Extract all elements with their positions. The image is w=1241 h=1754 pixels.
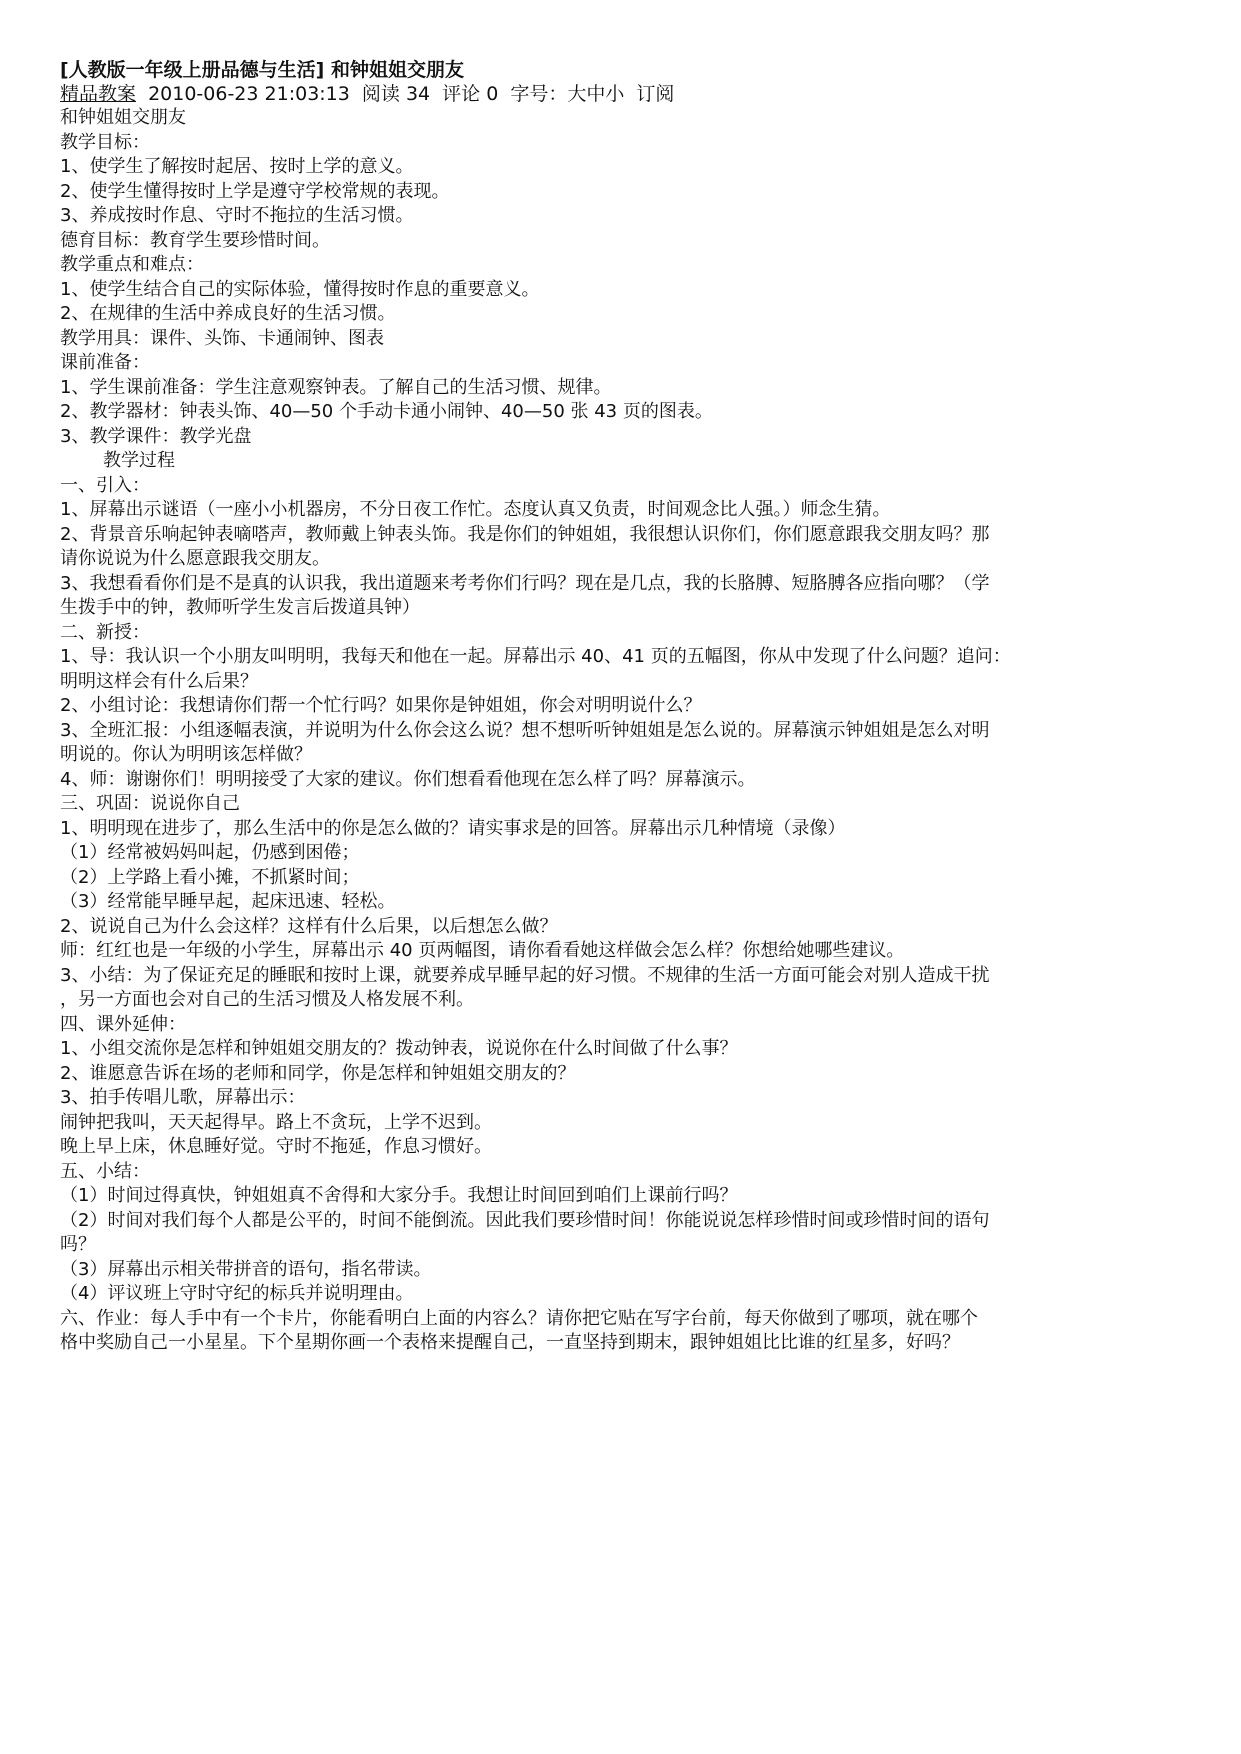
body-line: 4、师：谢谢你们！明明接受了大家的建议。你们想看看他现在怎么样了吗？屏幕演示。 — [60, 768, 756, 790]
body-line: 三、巩固：说说你自己 — [60, 793, 240, 814]
body-line: 明明这样会有什么后果？ — [60, 670, 258, 692]
body-line: 1、使学生结合自己的实际体验，懂得按时作息的重要意义。 — [60, 278, 540, 300]
body-line: 3、教学课件：教学光盘 — [60, 425, 252, 447]
category-link[interactable]: 精品教案 — [60, 83, 137, 105]
body-line: （2）时间对我们每个人都是公平的，时间不能倒流。因此我们要珍惜时间！你能说说怎样珍惜时间或珍惜时间的语句 — [60, 1209, 990, 1231]
comment-count[interactable]: 评论 0 — [442, 83, 499, 105]
body-line: 五、小结： — [60, 1160, 150, 1182]
body-line: （1）经常被妈妈叫起，仍感到困倦； — [60, 842, 360, 863]
body-line: （3）屏幕出示相关带拼音的语句，指名带读。 — [60, 1258, 432, 1280]
body-line: 一、引入： — [60, 474, 150, 496]
body-line: 教学过程 — [103, 450, 175, 471]
body-line: 2、谁愿意告诉在场的老师和同学，你是怎样和钟姐姐交朋友的？ — [60, 1062, 576, 1084]
body-line: 晚上早上床，休息睡好觉。守时不拖延，作息习惯好。 — [60, 1136, 492, 1157]
article-meta — [60, 82, 1185, 106]
body-line: 2、背景音乐响起钟表嘀嗒声，教师戴上钟表头饰。我是你们的钟姐姐，我很想认识你们，你们愿意跟我交朋友吗？那 — [60, 523, 990, 545]
body-line: 四、课外延伸： — [60, 1013, 186, 1035]
body-line: 3、全班汇报：小组逐幅表演，并说明为什么你会这么说？想不想听听钟姐姐是怎么说的。屏幕演示钟姐姐是怎么对明 — [60, 719, 990, 741]
body-line: 2、使学生懂得按时上学是遵守学校常规的表现。 — [60, 180, 450, 202]
body-line: 师：红红也是一年级的小学生，屏幕出示 40 页两幅图，请你看看她这样做会怎么样？你想给她哪些建议。 — [60, 940, 905, 961]
font-size-selector[interactable]: 字号：大中小 — [510, 83, 625, 105]
body-line: 3、养成按时作息、守时不拖拉的生活习惯。 — [60, 205, 414, 226]
body-line: （4）评议班上守时守纪的标兵并说明理由。 — [60, 1283, 414, 1304]
body-line: 课前准备： — [60, 352, 150, 373]
body-line: 格中奖励自己一小星星。下个星期你画一个表格来提醒自己，一直坚持到期末，跟钟姐姐比比谁的红星多，好吗？ — [60, 1332, 960, 1353]
body-line: 1、小组交流你是怎样和钟姐姐交朋友的？拨动钟表，说说你在什么时间做了什么事？ — [60, 1038, 738, 1059]
body-line: 2、在规律的生活中养成良好的生活习惯。 — [60, 303, 396, 324]
body-line: 闹钟把我叫，天天起得早。路上不贪玩，上学不迟到。 — [60, 1111, 492, 1133]
body-line: 教学用具：课件、头饰、卡通闹钟、图表 — [60, 327, 384, 349]
body-line: 教学目标： — [60, 131, 150, 153]
body-line: （2）上学路上看小摊，不抓紧时间； — [60, 866, 360, 888]
body-line: 2、小组讨论：我想请你们帮一个忙行吗？如果你是钟姐姐，你会对明明说什么？ — [60, 695, 702, 716]
body-line: 六、作业：每人手中有一个卡片，你能看明白上面的内容么？请你把它贴在写字台前，每天你做到了哪项，就在哪个 — [60, 1307, 978, 1329]
body-line: 1、屏幕出示谜语（一座小小机器房，不分日夜工作忙。态度认真又负责，时间观念比人强。）师念生猜。 — [60, 499, 891, 520]
body-line: 1、明明现在进步了，那么生活中的你是怎么做的？请实事求是的回答。屏幕出示几种情境（录像） — [60, 817, 846, 839]
body-line: 教学重点和难点： — [60, 254, 204, 275]
body-line: 二、新授： — [60, 621, 150, 643]
article-title: [人教版一年级上册品德与生活] 和钟姐姐交朋友 — [60, 59, 464, 81]
body-line: 3、我想看看你们是不是真的认识我，我出道题来考考你们行吗？现在是几点，我的长胳膊、短胳膊各应指向哪？（学 — [60, 572, 990, 594]
body-line: ，另一方面也会对自己的生活习惯及人格发展不利。 — [60, 989, 474, 1010]
body-line: 吗？ — [60, 1234, 96, 1255]
body-line: 生拨手中的钟，教师听学生发言后拨道具钟） — [60, 597, 420, 618]
body-line: 德育目标：教育学生要珍惜时间。 — [60, 229, 330, 251]
body-line: （3）经常能早睡早起，起床迅速、轻松。 — [60, 891, 396, 912]
body-line: 3、小结：为了保证充足的睡眠和按时上课，就要养成早睡早起的好习惯。不规律的生活一方面可能会对别人造成干扰 — [60, 964, 990, 986]
body-line: 1、学生课前准备：学生注意观察钟表。了解自己的生活习惯、规律。 — [60, 376, 612, 398]
body-line: 请你说说为什么愿意跟我交朋友。 — [60, 548, 330, 569]
body-line: 2、说说自己为什么会这样？这样有什么后果，以后想怎么做？ — [60, 915, 558, 937]
body-line: 明说的。你认为明明该怎样做？ — [60, 744, 312, 765]
subscribe-link[interactable]: 订阅 — [636, 83, 675, 105]
body-line: 和钟姐姐交朋友 — [60, 107, 186, 128]
body-line: 3、拍手传唱儿歌，屏幕出示： — [60, 1087, 306, 1108]
body-line: 1、使学生了解按时起居、按时上学的意义。 — [60, 156, 414, 177]
body-line: 2、教学器材：钟表头饰、40—50 个手动卡通小闹钟、40—50 张 43 页的图表。 — [60, 401, 713, 422]
article — [60, 58, 1185, 1356]
read-count: 阅读 34 — [361, 83, 431, 105]
body-line: 1、导：我认识一个小朋友叫明明，我每天和他在一起。屏幕出示 40、41 页的五幅图，你从中发现了什么问题？追问： — [60, 646, 1011, 667]
post-datetime: 2010-06-23 21:03:13 — [148, 83, 350, 105]
article-body — [60, 106, 1185, 1356]
body-line: （1）时间过得真快，钟姐姐真不舍得和大家分手。我想让时间回到咱们上课前行吗？ — [60, 1185, 738, 1206]
